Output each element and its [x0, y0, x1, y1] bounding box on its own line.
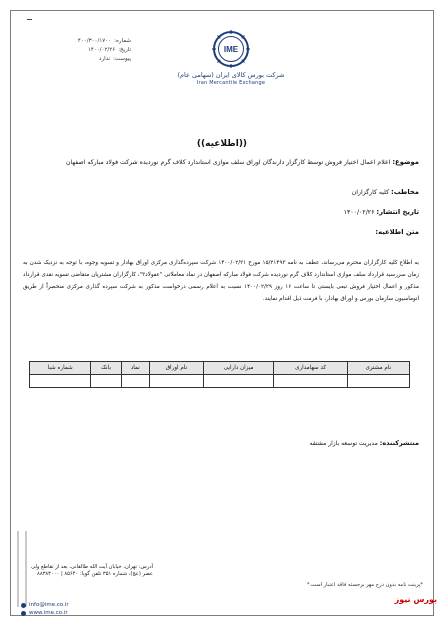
- table-cell: [203, 375, 274, 388]
- footer-email[interactable]: info@ime.co.ir: [29, 602, 69, 608]
- logo-name-fa: شرکت بورس کالای ایران (سهامی عام): [177, 71, 285, 79]
- table-header: نماد: [121, 362, 150, 375]
- publish-date-text: ۱۴۰۰/۰۲/۲۶: [343, 209, 375, 216]
- letter-number: [45, 37, 131, 46]
- logo-acronym: IME: [223, 45, 239, 54]
- body-heading: متن اطلاعیه:: [375, 228, 419, 236]
- audience-label: مخاطب:: [391, 188, 419, 196]
- table-header: شماره شبا: [30, 362, 91, 375]
- date-value: ۱۴۰۰/۰۲/۲۶: [87, 47, 116, 53]
- source-watermark: بورس نیوز: [394, 595, 437, 604]
- ime-logo-icon: [211, 29, 251, 69]
- footer-validity-note: *پرینت نامه بدون درج مهر برجسته فاقد اعتبار است.*: [306, 582, 423, 588]
- table-cell: [274, 375, 347, 388]
- publisher-line: [310, 439, 419, 447]
- footer-contact: [21, 601, 111, 617]
- table-header: بانک: [91, 362, 121, 375]
- globe-icon: [21, 611, 26, 616]
- table-row: [30, 375, 410, 388]
- publish-date-line: [19, 207, 419, 218]
- email-icon: [21, 603, 26, 608]
- attachment-value: ندارد: [99, 56, 111, 62]
- table-header-row: [30, 362, 410, 375]
- publisher-label: منتشرکننده:: [379, 439, 419, 447]
- request-format-table: [29, 361, 410, 388]
- footer-website[interactable]: www.ime.co.ir: [29, 610, 68, 616]
- date-label: تاریخ:: [118, 47, 131, 53]
- footer-website-row: [21, 609, 111, 617]
- subject-text: اعلام اعمال اختیار فروش توسط کارگزار دارندگان اوراق سلف موازی استاندارد کلاف گرم نوردیده شرکت فولاد مبارکه اصفهان: [66, 159, 391, 166]
- table-cell: [150, 375, 204, 388]
- letter-meta: [45, 37, 131, 64]
- publish-date-label: تاریخ انتشار:: [376, 208, 419, 216]
- letter-date: [45, 46, 131, 55]
- notice-title: ((اطلاعیه)): [196, 139, 248, 149]
- number-label: شماره:: [114, 38, 131, 44]
- audience-text: کلیه کارگزاران: [351, 189, 390, 196]
- footer-address: آدرس: تهران، خیابان آیت الله طالقانی، بعد از تقاطع ولی عصر (عج)، شماره ۳۵۱ تلفن گویا: ۸۵۶۴۰ | ۸۸۳۸۳۰۰۰: [31, 564, 153, 577]
- number-value: ۴۰۰/۳۰۰/۱۷۰۰: [77, 38, 112, 44]
- subject-label: موضوع:: [392, 158, 419, 166]
- table-header: میزان دارایی: [203, 362, 274, 375]
- table-cell: [121, 375, 150, 388]
- table-cell: [91, 375, 121, 388]
- logo-name-en: Iran Mercantile Exchange: [196, 80, 266, 86]
- table-header: نام مشتری: [347, 362, 409, 375]
- table-header: نام اوراق: [150, 362, 204, 375]
- letter-attachment: [45, 55, 131, 64]
- company-logo: [161, 29, 301, 99]
- notice-body: به اطلاع کلیه کارگزاران محترم می‌رساند، عطف به نامه ۱۵/۲۱۴۹۳ مورخ ۱۴۰۰/۰۲/۲۱ شرکت سپرده‌گذاری مرکزی اوراق بهادار و تسویه وجوه، با توجه به نزدیک شدن به زمان سررسید قرارداد سلف موازی استاندارد کلاف گرم نوردیده شرکت فولاد مبارکه اصفهان در نماد معاملاتی "عفولاد۳"، کارگزاران مشتریان متقاضی تسویه نقدی قرارداد مذکور و اعمال اختیار فروش تبعی بایستی تا ساعت ۱۶ روز ۱۴۰۰/۰۲/۲۹ نسبت به اعلام رسمی درخواست مذکور به شرکت سپرده گذاری مرکزی منحصراً از طریق اتوماسیون سازمان بورس و اوراق بهادار، با فرمت ذیل اقدام نمایند.: [23, 260, 419, 302]
- publisher-text: مدیریت توسعه بازار مشتقه: [309, 440, 378, 447]
- table-cell: [30, 375, 91, 388]
- letter-page: [10, 10, 434, 616]
- footer-email-row: [21, 601, 111, 609]
- body-heading-line: [19, 227, 419, 238]
- table-cell: [347, 375, 409, 388]
- subject-line: [19, 157, 419, 168]
- corner-mark: [27, 19, 32, 20]
- audience-line: [19, 187, 419, 198]
- attachment-label: پیوست:: [113, 56, 131, 62]
- table-header: کد سهامداری: [274, 362, 347, 375]
